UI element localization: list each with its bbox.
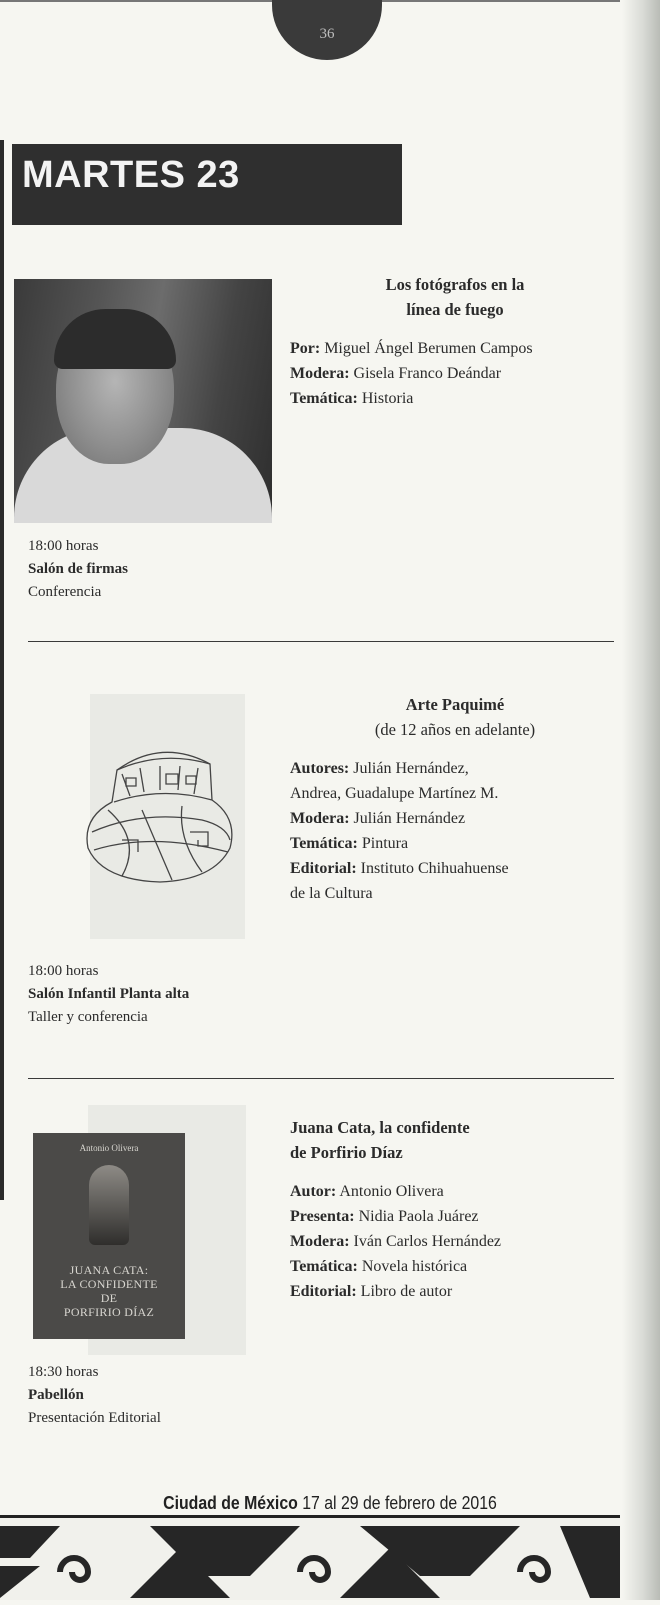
event-place: Salón Infantil Planta alta xyxy=(28,986,190,1002)
detail-line: Temática: Pintura xyxy=(290,835,409,852)
event-details xyxy=(290,1179,620,1304)
day-title: MARTES 23 xyxy=(22,154,240,196)
event-time: 18:00 horas xyxy=(28,963,99,979)
event-type: Taller y conferencia xyxy=(28,1009,148,1025)
detail-line: Autor: Antonio Olivera xyxy=(290,1183,444,1200)
detail-line: Editorial: Libro de autor xyxy=(290,1283,453,1300)
left-margin-bar xyxy=(0,140,4,1200)
event-place: Salón de firmas xyxy=(28,561,129,577)
section-divider xyxy=(28,1078,614,1079)
event-place: Pabellón xyxy=(28,1387,84,1403)
event-time: 18:00 horas xyxy=(28,538,99,554)
event-title: Los fotógrafos en la línea de fuego xyxy=(385,275,525,319)
event-subtitle: (de 12 años en adelante) xyxy=(374,720,536,739)
page-number-tab xyxy=(272,0,382,60)
detail-line: Andrea, Guadalupe Martínez M. xyxy=(290,785,499,802)
detail-line: de la Cultura xyxy=(290,885,373,902)
event-time: 18:30 horas xyxy=(28,1364,99,1380)
book-cover-title: JUANA CATA: LA CONFIDENTE DE PORFIRIO DÍAZ xyxy=(60,1263,158,1319)
section-divider xyxy=(28,641,614,642)
event-info xyxy=(290,272,620,411)
event-type: Conferencia xyxy=(28,584,102,600)
detail-line: Modera: Gisela Franco Deándar xyxy=(290,365,502,382)
detail-line: Modera: Iván Carlos Hernández xyxy=(290,1233,502,1250)
event-type: Presentación Editorial xyxy=(28,1410,161,1426)
event-title: Juana Cata, la confidente de Porfirio Díaz xyxy=(290,1118,470,1162)
event-meta xyxy=(28,535,128,604)
book-cover xyxy=(33,1133,185,1339)
detail-line: Autores: Julián Hernández, xyxy=(290,760,469,777)
detail-line: Presenta: Nidia Paola Juárez xyxy=(290,1208,479,1225)
event-info xyxy=(290,1115,620,1304)
book-cover-author: Antonio Olivera xyxy=(79,1143,139,1153)
event-title: Arte Paquimé xyxy=(405,695,505,714)
page-spine-shadow xyxy=(622,0,660,1600)
page-number: 36 xyxy=(319,26,335,42)
detail-line: Por: Miguel Ángel Berumen Campos xyxy=(290,340,533,357)
detail-line: Modera: Julián Hernández xyxy=(290,810,466,827)
speaker-photo xyxy=(14,279,272,523)
footer-decorative-band xyxy=(0,1515,620,1603)
event-info xyxy=(290,692,620,906)
detail-line: Temática: Historia xyxy=(290,390,414,407)
footer-event-dates: Ciudad de México 17 al 29 de febrero de 2016 xyxy=(163,1493,497,1513)
pottery-sketch xyxy=(82,740,242,890)
detail-line: Editorial: Instituto Chihuahuense xyxy=(290,860,509,877)
event-meta xyxy=(28,1361,161,1430)
event-meta xyxy=(28,960,189,1029)
event-details xyxy=(290,756,620,906)
book-cover-figure xyxy=(89,1165,129,1245)
day-header xyxy=(12,144,402,225)
event-details xyxy=(290,336,620,411)
detail-line: Temática: Novela histórica xyxy=(290,1258,468,1275)
